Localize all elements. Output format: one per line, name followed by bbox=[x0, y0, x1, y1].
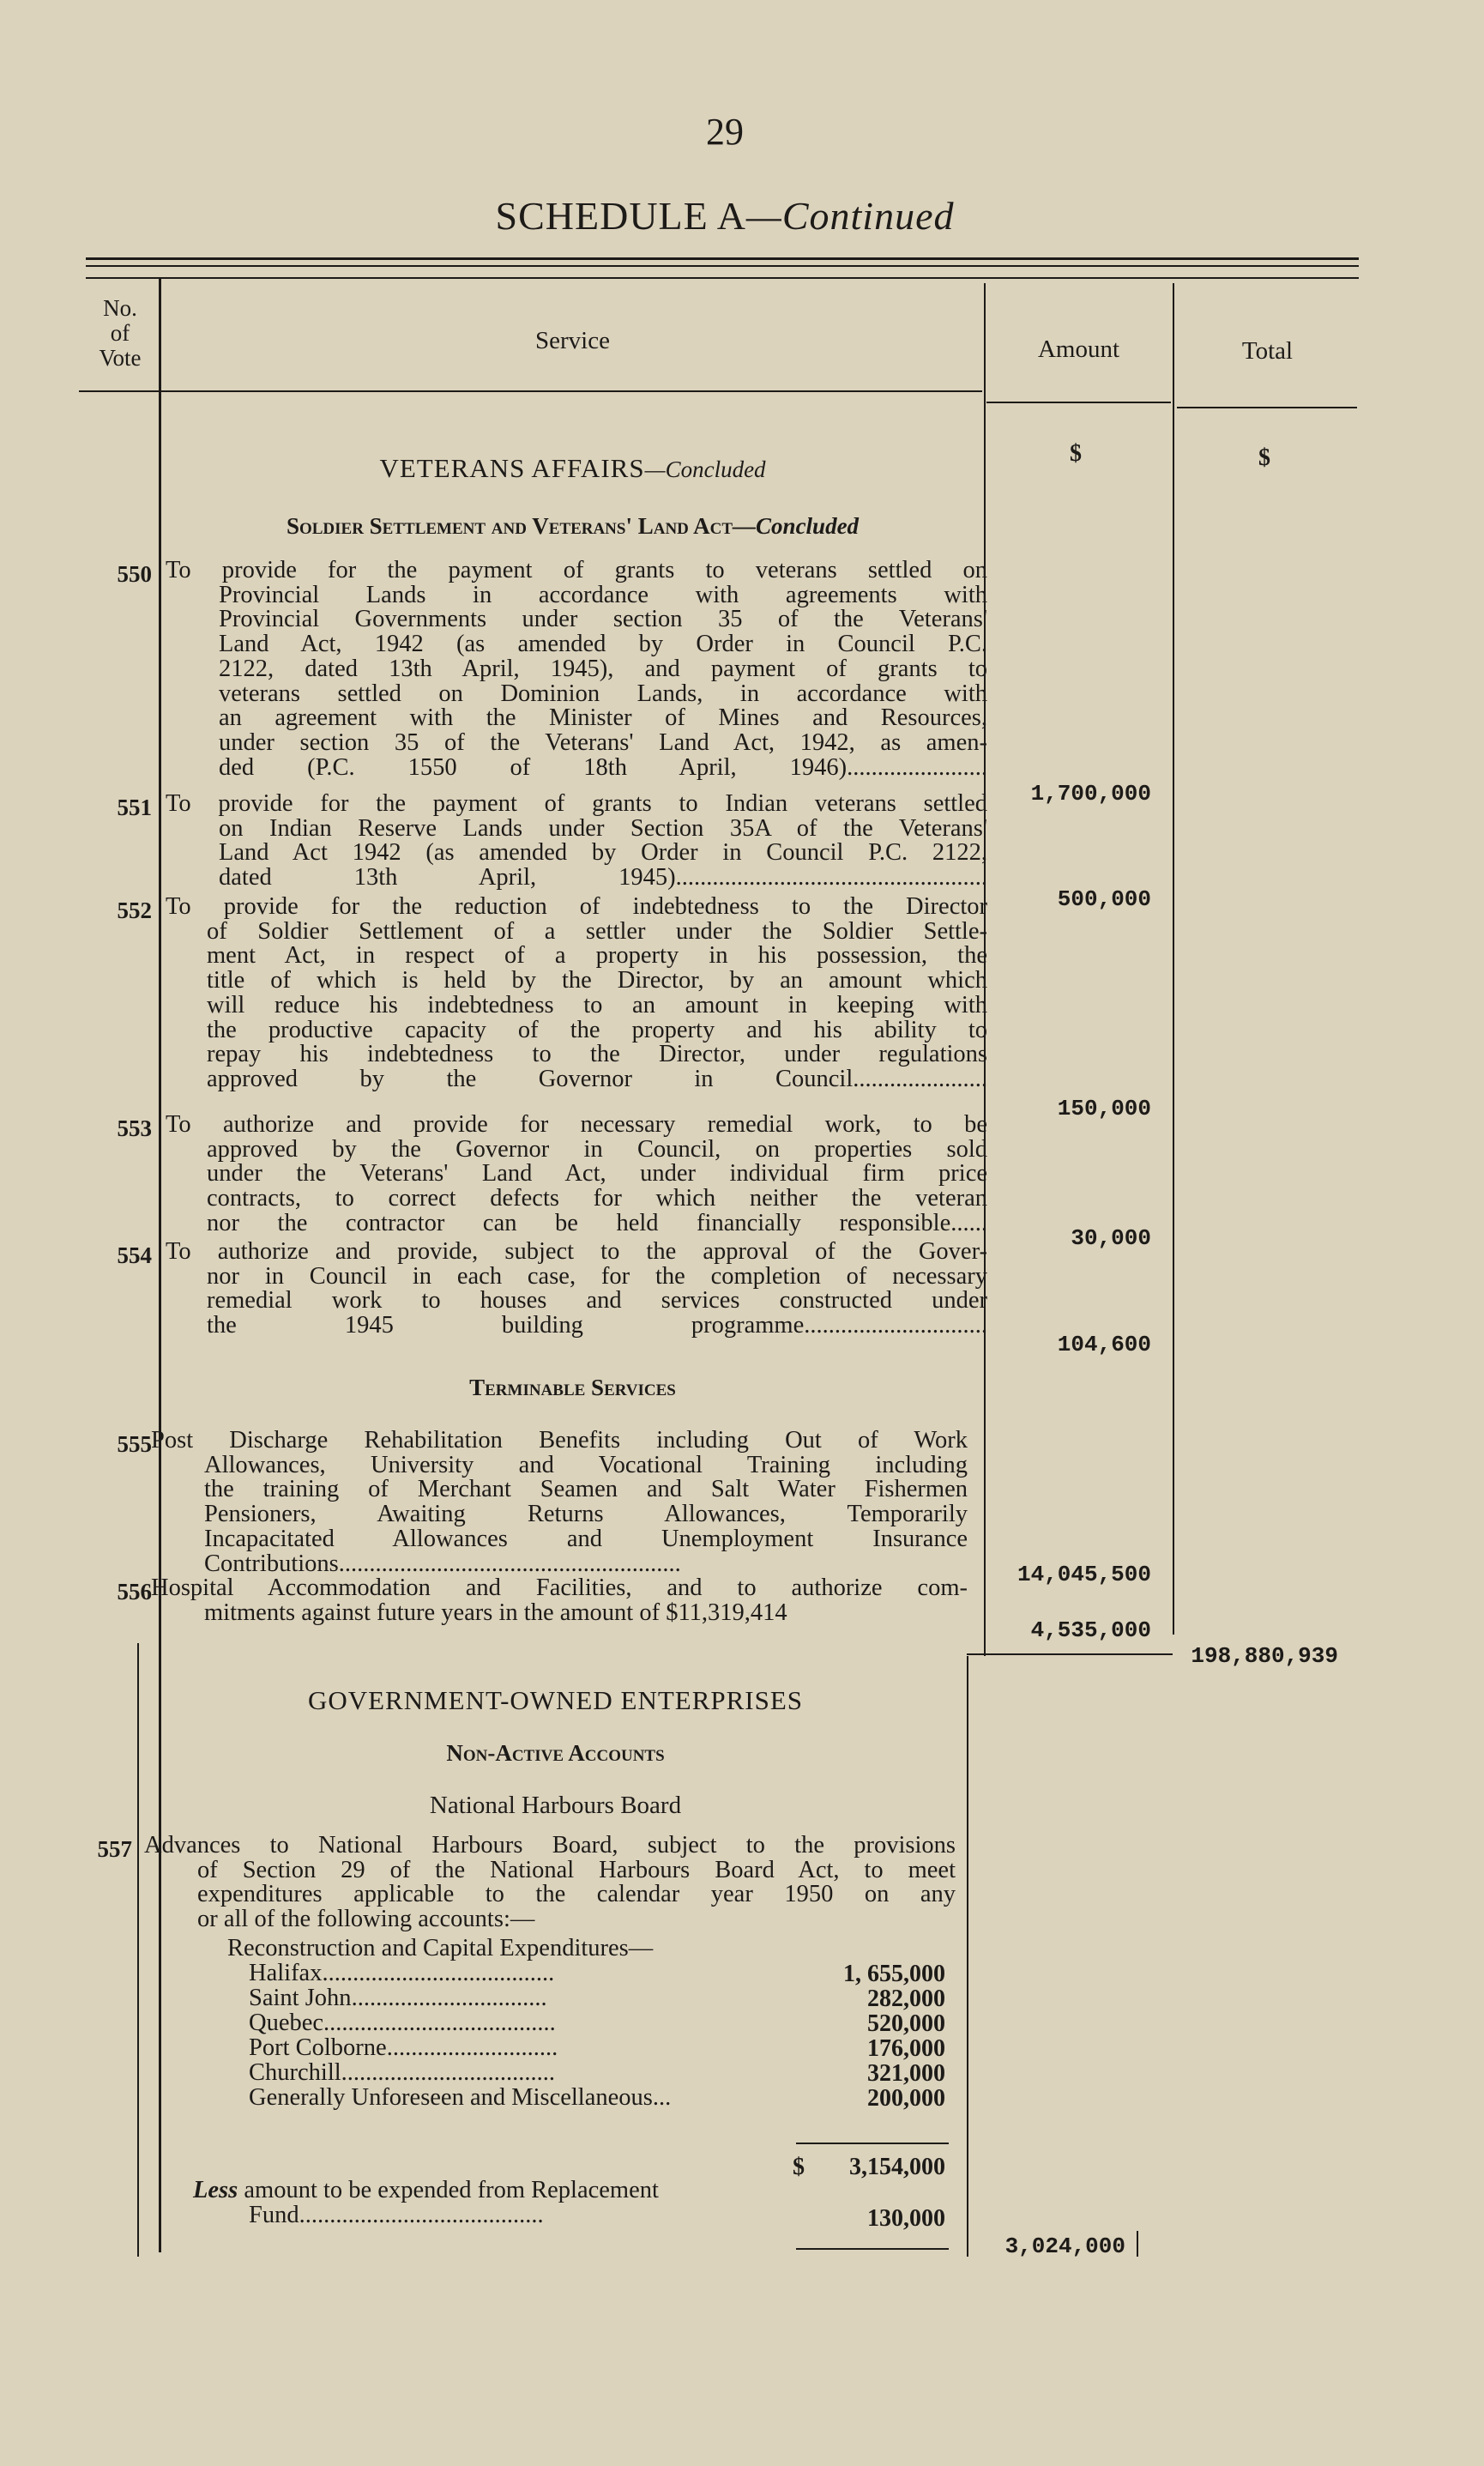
less-text: amount to be expended from Replacement bbox=[238, 2177, 659, 2203]
account-value: 282,000 bbox=[867, 1985, 945, 2012]
accounts-sum-rule bbox=[796, 2143, 949, 2144]
description-line: the productive capacity of the property and his ability to bbox=[207, 1016, 987, 1043]
description-line: approved by the Governor in Council...................... bbox=[207, 1065, 987, 1092]
section-terminable-services: Terminable Services bbox=[469, 1375, 676, 1400]
vote-number: 557 bbox=[97, 1836, 132, 1862]
vote-553-amount: 30,000 bbox=[1071, 1225, 1151, 1251]
vote-number: 551 bbox=[117, 795, 152, 820]
description-line: or all of the following accounts:— bbox=[197, 1906, 535, 1933]
description-line: of Section 29 of the National Harbours Board Act, to meet bbox=[197, 1856, 956, 1883]
description-line: To authorize and provide for necessary remedial work, to be bbox=[166, 1111, 987, 1138]
reconstruction-heading: Reconstruction and Capital Expenditures— bbox=[227, 1935, 654, 1961]
account-dots: ...................................... bbox=[322, 1960, 555, 1986]
description-line: veterans settled on Dominion Lands, in accordance with bbox=[219, 680, 987, 707]
header-rule-total bbox=[1177, 407, 1357, 408]
description-line: Land Act 1942 (as amended by Order in Council P.C. 2122, bbox=[219, 839, 987, 867]
vote-555-description bbox=[151, 1429, 968, 1576]
description-line: contracts, to correct defects for which neither the veteran bbox=[207, 1185, 987, 1212]
account-line bbox=[249, 2060, 555, 2085]
description-line: title of which is held by the Director, by an amount which bbox=[207, 967, 987, 994]
account-value: 520,000 bbox=[867, 2010, 945, 2037]
section-veterans-affairs bbox=[163, 453, 982, 484]
vote-550-description bbox=[166, 559, 987, 780]
schedule-title-text: SCHEDULE A bbox=[495, 194, 746, 238]
description-line: mitments against future years in the amount of $11,319,414 bbox=[204, 1599, 787, 1626]
vote-555-amount: 14,045,500 bbox=[1016, 1562, 1151, 1587]
vote-column-divider bbox=[159, 279, 161, 2252]
header-of: of bbox=[110, 320, 130, 346]
description-line: repay his indebtedness to the Director, under regulations bbox=[207, 1041, 987, 1068]
description-line: Hospital Accommodation and Facilities, and to authorize com- bbox=[151, 1574, 968, 1601]
description-line: nor the contractor can be held financially responsible...... bbox=[207, 1209, 987, 1236]
fund-dots: ........................................ bbox=[299, 2202, 544, 2228]
subtotal-currency-symbol: $ bbox=[793, 2154, 805, 2180]
account-label: Halifax bbox=[249, 1960, 323, 1986]
description-line: of Soldier Settlement of a settler under the Soldier Settle- bbox=[207, 917, 987, 945]
account-value: 1, 655,000 bbox=[843, 1961, 945, 1987]
vote-number: 550 bbox=[117, 561, 152, 587]
header-total: Total bbox=[1241, 337, 1294, 365]
section-soldier-suffix: —Concluded bbox=[733, 513, 860, 539]
description-line: under section 35 of the Veterans' Land Act, 1942, as amen- bbox=[219, 728, 987, 756]
vote-number: 556 bbox=[117, 1579, 152, 1605]
account-line bbox=[249, 2010, 556, 2035]
vote-556-amount: 4,535,000 bbox=[1030, 1617, 1151, 1643]
section-soldier-settlement bbox=[163, 513, 982, 540]
account-label: Churchill bbox=[249, 2059, 341, 2086]
description-line: nor in Council in each case, for the completion of necessary bbox=[207, 1262, 987, 1290]
description-line: To provide for the payment of grants to veterans settled on bbox=[166, 557, 987, 583]
description-line: Land Act, 1942 (as amended by Order in Council P.C. bbox=[219, 631, 987, 658]
description-line: an agreement with the Minister of Mines and Resources, bbox=[219, 704, 987, 732]
account-line bbox=[249, 2085, 671, 2110]
vote-column-divider-lower bbox=[137, 1643, 139, 2257]
header-service: Service bbox=[535, 327, 610, 354]
description-line: approved by the Governor in Council, on properties sold bbox=[207, 1135, 987, 1163]
description-line: Provincial Lands in accordance with agreements with bbox=[219, 581, 987, 608]
vote-number: 552 bbox=[117, 898, 152, 923]
header-rule-service bbox=[79, 390, 982, 392]
account-label: Port Colborne bbox=[249, 2034, 387, 2061]
less-italic: Less bbox=[193, 2177, 238, 2203]
header-vote-number bbox=[81, 296, 159, 371]
currency-symbol-total: $ bbox=[1258, 444, 1270, 471]
top-rule-3 bbox=[86, 277, 1359, 279]
description-line: Post Discharge Rehabilitation Benefits including Out of Work bbox=[151, 1427, 968, 1454]
vote-556-description bbox=[151, 1576, 968, 1625]
vote-553-description bbox=[166, 1113, 987, 1236]
description-line: To authorize and provide, subject to the approval of the Gover- bbox=[166, 1238, 987, 1265]
account-dots: ................................... bbox=[341, 2059, 556, 2086]
description-line: Incapacitated Allowances and Unemployment Insurance bbox=[204, 1525, 968, 1552]
vote-551-description bbox=[166, 792, 987, 891]
section-veterans-suffix: —Concluded bbox=[644, 456, 766, 482]
fund-line bbox=[249, 2203, 544, 2227]
less-line bbox=[193, 2178, 659, 2203]
fund-rule bbox=[796, 2248, 949, 2250]
description-line: ment Act, in respect of a property in his possession, the bbox=[207, 942, 987, 970]
description-line: To provide for the reduction of indebtedness to the Director bbox=[166, 893, 987, 920]
account-label: Saint John bbox=[249, 1985, 352, 2011]
vote-number: 555 bbox=[117, 1431, 152, 1457]
schedule-title bbox=[0, 193, 1450, 239]
account-dots: ............................ bbox=[386, 2034, 558, 2061]
vote-552-amount: 150,000 bbox=[1057, 1096, 1151, 1121]
amount-column-divider-tail bbox=[1137, 2231, 1138, 2257]
description-line: Advances to National Harbours Board, subject to the provisions bbox=[144, 1832, 956, 1859]
top-rule-2 bbox=[86, 265, 1359, 267]
vote-557-description bbox=[144, 1834, 956, 1932]
header-rule-amount bbox=[986, 402, 1171, 403]
amount-column-divider-lower bbox=[967, 1656, 968, 2257]
description-line: under the Veterans' Land Act, under individual firm price bbox=[207, 1160, 987, 1188]
account-label: Quebec bbox=[249, 2010, 324, 2036]
fund-value: 130,000 bbox=[867, 2205, 945, 2232]
description-line: will reduce his indebtedness to an amount in keeping with bbox=[207, 991, 987, 1018]
section-national-harbours: National Harbours Board bbox=[429, 1792, 682, 1819]
vote-number: 553 bbox=[117, 1115, 152, 1141]
description-line: Provincial Governments under section 35 of the Veterans' bbox=[219, 606, 987, 633]
section-non-active-accounts: Non-Active Accounts bbox=[446, 1740, 665, 1766]
subtotal-rule bbox=[967, 1653, 1173, 1655]
description-line: the 1945 building programme.............................. bbox=[207, 1312, 987, 1339]
description-line: Allowances, University and Vocational Training including bbox=[204, 1451, 968, 1478]
account-value: 176,000 bbox=[867, 2035, 945, 2062]
schedule-title-suffix: —Continued bbox=[745, 194, 955, 238]
header-no: No. bbox=[103, 295, 137, 321]
account-value: 321,000 bbox=[867, 2060, 945, 2087]
vote-554-amount: 104,600 bbox=[1057, 1332, 1151, 1357]
page-number: 29 bbox=[706, 111, 744, 153]
description-line: Pensioners, Awaiting Returns Allowances, Temporarily bbox=[204, 1501, 968, 1528]
vote-551-amount: 500,000 bbox=[1057, 886, 1151, 912]
description-line: on Indian Reserve Lands under Section 35A of the Veterans' bbox=[219, 814, 987, 842]
vote-550-amount: 1,700,000 bbox=[1030, 781, 1151, 807]
header-amount: Amount bbox=[1037, 335, 1120, 363]
account-dots: ...................................... bbox=[323, 2010, 556, 2036]
description-line: the training of Merchant Seamen and Salt Water Fishermen bbox=[204, 1476, 968, 1503]
section-government-owned: GOVERNMENT-OWNED ENTERPRISES bbox=[307, 1685, 804, 1715]
vote-552-description bbox=[166, 895, 987, 1092]
top-rule-1 bbox=[86, 257, 1359, 260]
vote-number: 554 bbox=[117, 1242, 152, 1268]
description-line: 2122, dated 13th April, 1945), and payment of grants to bbox=[219, 655, 987, 682]
amount-column-divider bbox=[1173, 283, 1174, 1635]
section-total: 198,880,939 bbox=[1191, 1643, 1338, 1669]
account-line bbox=[249, 2035, 558, 2060]
currency-symbol-amount: $ bbox=[1070, 440, 1082, 467]
accounts-subtotal: 3,154,000 bbox=[849, 2154, 945, 2180]
account-dots: ................................ bbox=[351, 1985, 547, 2011]
account-label: Generally Unforeseen and Miscellaneous bbox=[249, 2084, 653, 2111]
description-line: Contributions........................................................ bbox=[204, 1550, 681, 1577]
account-line bbox=[249, 1985, 547, 2010]
description-line: To provide for the payment of grants to Indian veterans settled bbox=[166, 790, 987, 817]
account-dots: ... bbox=[652, 2084, 672, 2111]
description-line: ded (P.C. 1550 of 18th April, 1946)....................... bbox=[219, 753, 987, 781]
description-line: expenditures applicable to the calendar year 1950 on any bbox=[197, 1881, 956, 1908]
account-value: 200,000 bbox=[867, 2085, 945, 2112]
section-veterans-text: VETERANS AFFAIRS bbox=[379, 453, 645, 483]
description-line: remedial work to houses and services constructed under bbox=[207, 1287, 987, 1315]
account-line bbox=[249, 1961, 554, 1985]
vote-557-amount: 3,024,000 bbox=[1004, 2233, 1125, 2259]
vote-554-description bbox=[166, 1240, 987, 1339]
header-vote: Vote bbox=[99, 345, 142, 371]
fund-label: Fund bbox=[249, 2202, 299, 2228]
section-soldier-text: Soldier Settlement and Veterans' Land Act bbox=[286, 513, 733, 539]
description-line: dated 13th April, 1945)................................................... bbox=[219, 864, 987, 892]
